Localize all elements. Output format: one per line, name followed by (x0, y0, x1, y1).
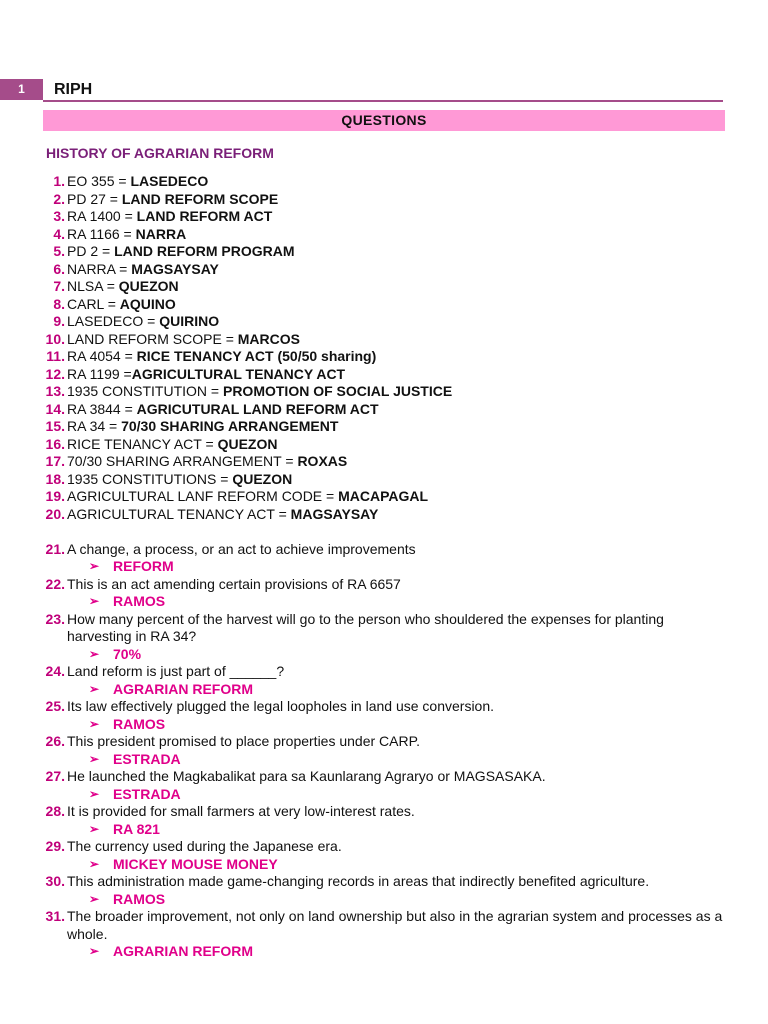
answer-line (67, 558, 724, 576)
item-term: LAND REFORM SCOPE = (67, 330, 238, 347)
matching-item (0, 488, 768, 506)
matching-item (0, 243, 768, 261)
page-number-badge: 1 (0, 79, 43, 100)
item-answer: QUEZON (217, 435, 278, 452)
matching-item (0, 401, 768, 419)
arrow-bullet-icon: ➢ (89, 716, 100, 731)
arrow-bullet-icon: ➢ (89, 681, 100, 696)
item-term: 1935 CONSTITUTION = (67, 383, 223, 399)
item-number: 20 . (44, 506, 65, 524)
matching-item (0, 296, 768, 314)
item-number: 26 . (44, 733, 65, 751)
item-answer: LAND REFORM ACT (136, 208, 273, 224)
title-divider (43, 100, 723, 102)
item-term: RICE TENANCY ACT = (67, 435, 218, 452)
item-number: 17 . (44, 453, 65, 471)
arrow-bullet-icon: ➢ (89, 646, 100, 661)
item-answer: MACAPAGAL (338, 488, 429, 504)
answer-line (67, 716, 724, 734)
question-text: The broader improvement, not only on land ownership but also in the agrarian system and processes as a whole. (67, 908, 723, 942)
item-number: 21 . (44, 541, 65, 559)
section-heading: HISTORY OF AGRARIAN REFORM (46, 145, 274, 161)
answer-text: REFORM (113, 558, 174, 574)
matching-item (0, 418, 768, 436)
arrow-bullet-icon: ➢ (89, 944, 100, 958)
item-number: 24 . (44, 663, 65, 681)
answer-text: ESTRADA (113, 785, 181, 802)
question-text: How many percent of the harvest will go to the person who shouldered the expenses for planting harvesting in RA 34? (67, 610, 664, 644)
item-answer: AGRICUTURAL LAND REFORM ACT (136, 400, 379, 417)
answer-line (67, 751, 724, 769)
matching-item (0, 278, 768, 296)
item-number: 4 . (44, 226, 65, 244)
item-answer: ROXAS (297, 453, 348, 469)
item-answer: MAGSAYSAY (131, 260, 219, 277)
item-answer: AGRICULTURAL TENANCY ACT (131, 365, 346, 382)
question-item (0, 838, 768, 873)
matching-item (0, 506, 768, 524)
item-term: RA 3844 = (67, 400, 137, 417)
answer-line (67, 593, 724, 611)
answer-text: AGRARIAN REFORM (113, 943, 253, 959)
question-item (0, 733, 768, 768)
matching-item (0, 348, 768, 366)
question-item (0, 698, 768, 733)
question-text: He launched the Magkabalikat para sa Kaunlarang Agraryo or MAGSASAKA. (67, 768, 546, 784)
item-term: NLSA = (67, 278, 119, 294)
question-text: A change, a process, or an act to achieve improvements (67, 540, 416, 557)
item-number: 10 . (44, 331, 65, 349)
item-number: 8 . (44, 296, 65, 314)
item-term: NARRA = (67, 260, 132, 277)
answer-line (67, 646, 724, 664)
question-text: This administration made game-changing records in areas that indirectly benefited agriculture. (67, 873, 650, 889)
item-number: 6 . (44, 261, 65, 279)
answer-line (67, 681, 724, 699)
arrow-bullet-icon: ➢ (89, 594, 100, 608)
answer-line (67, 856, 724, 874)
matching-item (0, 173, 768, 191)
item-number: 19 . (44, 488, 65, 506)
item-answer: PROMOTION OF SOCIAL JUSTICE (222, 383, 453, 399)
matching-item (0, 383, 768, 401)
item-number: 1 . (44, 173, 65, 191)
item-number: 7 . (44, 278, 65, 296)
item-answer: QUIRINO (159, 313, 220, 329)
document-title: RIPH (54, 81, 93, 98)
item-term: RA 1199 = (67, 365, 132, 382)
item-number: 28 . (44, 803, 65, 821)
matching-item (0, 313, 768, 331)
question-item (0, 541, 768, 576)
matching-item (0, 208, 768, 226)
question-text: Its law effectively plugged the legal loopholes in land use conversion. (67, 698, 495, 714)
item-term: EO 355 = (67, 173, 131, 189)
item-number: 18 . (44, 471, 65, 489)
answer-text: AGRARIAN REFORM (113, 680, 253, 697)
matching-item (0, 436, 768, 454)
item-number: 27 . (44, 768, 65, 786)
item-number: 25 . (44, 698, 65, 716)
item-number: 16 . (44, 436, 65, 454)
matching-item (0, 471, 768, 489)
answer-line (67, 891, 724, 909)
item-term: 1935 CONSTITUTIONS = (67, 470, 233, 487)
item-number: 22 . (44, 576, 65, 594)
matching-item (0, 331, 768, 349)
item-answer: MARCOS (237, 330, 300, 347)
item-answer: MAGSAYSAY (290, 505, 379, 522)
item-number: 2 . (44, 191, 65, 209)
item-answer: LASEDECO (130, 173, 209, 189)
question-item (0, 576, 768, 611)
item-term: AGRICULTURAL LANF REFORM CODE = (67, 488, 339, 504)
item-term: CARL = (67, 295, 120, 312)
question-text: It is provided for small farmers at very low-interest rates. (67, 803, 415, 819)
answer-text: ESTRADA (113, 750, 181, 767)
item-answer: NARRA (135, 225, 187, 242)
arrow-bullet-icon: ➢ (89, 821, 100, 836)
item-answer: RICE TENANCY ACT (50/50 sharing) (136, 348, 377, 364)
item-number: 15 . (44, 418, 65, 436)
question-item (0, 663, 768, 698)
arrow-bullet-icon: ➢ (89, 559, 100, 573)
questions-banner: QUESTIONS (43, 110, 725, 131)
answer-text: RAMOS (113, 890, 166, 907)
matching-item (0, 226, 768, 244)
item-term: RA 1166 = (67, 225, 136, 242)
question-text: Land reform is just part of ______? (67, 663, 285, 679)
item-number: 5 . (44, 243, 65, 261)
question-text: This is an act amending certain provisions of RA 6657 (67, 575, 401, 592)
item-term: RA 1400 = (67, 208, 137, 224)
question-item (0, 768, 768, 803)
item-number: 31 . (44, 908, 65, 926)
question-list (0, 173, 768, 961)
item-term: PD 2 = (67, 243, 115, 259)
item-number: 11 . (44, 348, 65, 366)
item-number: 29 . (44, 838, 65, 856)
question-item (0, 873, 768, 908)
question-item (0, 611, 768, 664)
item-term: PD 27 = (67, 190, 122, 207)
item-number: 23 . (44, 611, 65, 629)
matching-item (0, 191, 768, 209)
answer-text: RAMOS (113, 715, 166, 732)
item-term: 70/30 SHARING ARRANGEMENT = (67, 453, 298, 469)
answer-line (67, 821, 724, 839)
item-answer: 70/30 SHARING ARRANGEMENT (121, 418, 339, 434)
answer-line (67, 943, 724, 961)
item-number: 13 . (44, 383, 65, 401)
matching-item (0, 453, 768, 471)
item-number: 9 . (44, 313, 65, 331)
item-term: AGRICULTURAL TENANCY ACT = (67, 505, 291, 522)
answer-line (67, 786, 724, 804)
item-number: 3 . (44, 208, 65, 226)
question-item (0, 908, 768, 961)
item-term: RA 4054 = (67, 348, 137, 364)
item-answer: LAND REFORM SCOPE (121, 190, 279, 207)
matching-item (0, 366, 768, 384)
item-number: 30 . (44, 873, 65, 891)
arrow-bullet-icon: ➢ (89, 786, 100, 801)
item-term: RA 34 = (67, 418, 122, 434)
item-answer: LAND REFORM PROGRAM (114, 243, 295, 259)
answer-text: RA 821 (113, 820, 160, 837)
matching-item (0, 261, 768, 279)
item-answer: QUEZON (118, 278, 179, 294)
item-answer: AQUINO (119, 295, 176, 312)
item-term: LASEDECO = (67, 313, 160, 329)
arrow-bullet-icon: ➢ (89, 856, 100, 871)
arrow-bullet-icon: ➢ (89, 751, 100, 766)
question-item (0, 803, 768, 838)
question-text: The currency used during the Japanese era. (67, 838, 342, 854)
answer-text: 70% (113, 645, 142, 662)
answer-text: RAMOS (113, 593, 166, 609)
arrow-bullet-icon: ➢ (89, 891, 100, 906)
item-number: 12 . (44, 366, 65, 384)
item-number: 14 . (44, 401, 65, 419)
answer-text: MICKEY MOUSE MONEY (113, 855, 278, 872)
question-text: This president promised to place properties under CARP. (67, 733, 421, 749)
item-answer: QUEZON (232, 470, 293, 487)
